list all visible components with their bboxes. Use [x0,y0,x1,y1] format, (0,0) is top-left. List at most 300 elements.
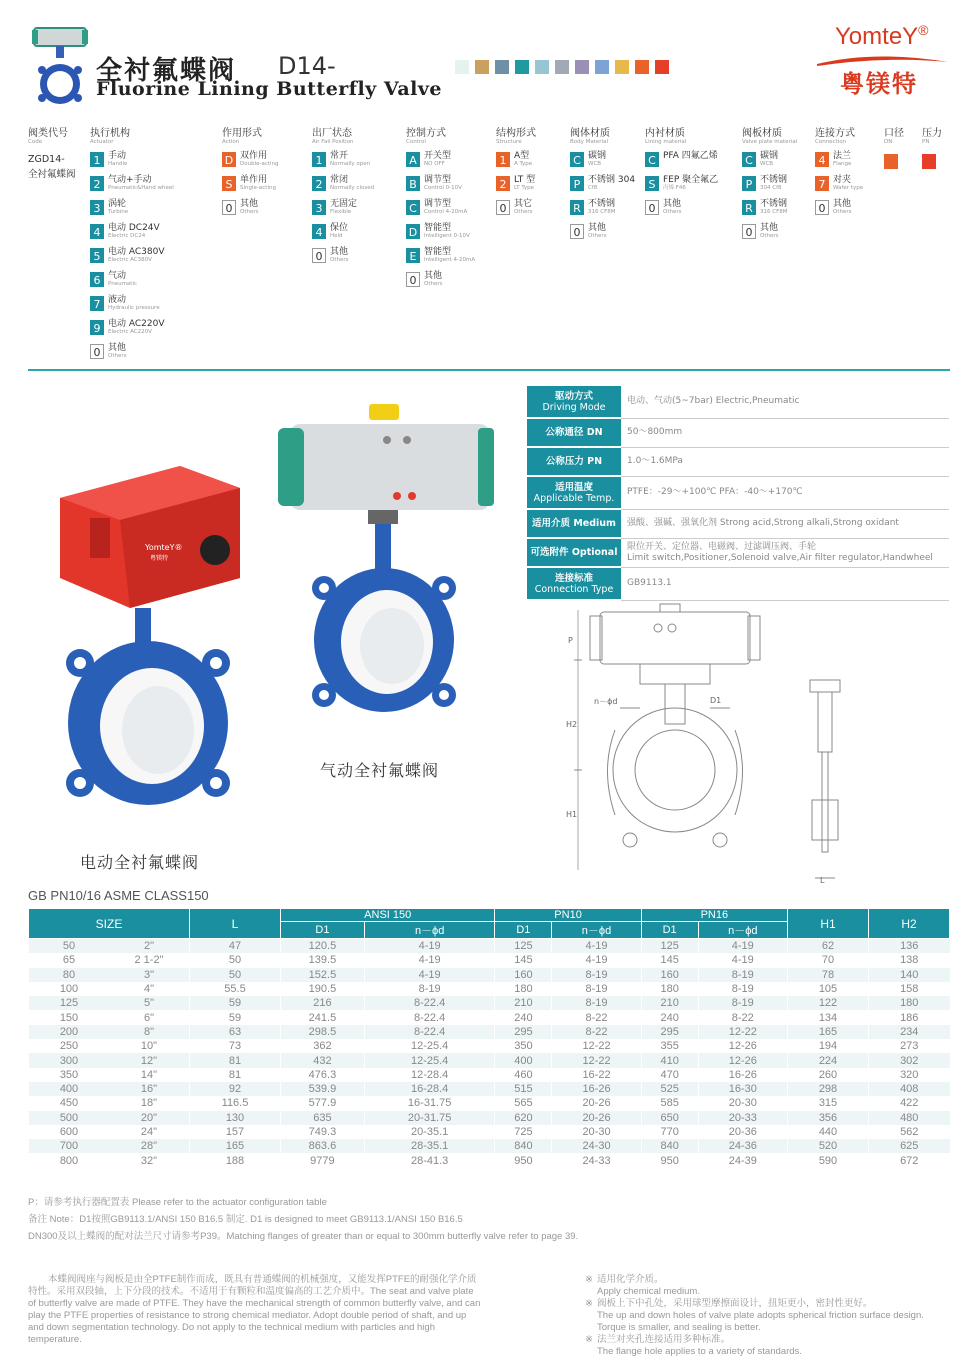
code-option-box: 2 [312,176,326,191]
col-pn10-nd: n－ϕd [552,922,641,939]
table-row [29,1053,950,1067]
table-cell: 180 [495,982,552,996]
table-row [29,939,950,954]
code-column-header [742,128,797,146]
code-option-label: 无固定 [330,199,358,209]
code-column-header [570,128,635,146]
dim-h2-label: H2 [566,720,578,729]
table-row [29,1096,950,1110]
code-column-title-en: Body Material [570,139,608,145]
feature-text-cn: 适用化学介质。 [597,1274,664,1285]
note-line: P：请参考执行器配置表 Please refer to the actuator configuration table [28,1197,327,1208]
code-option [570,176,635,194]
table-cell: 125 [641,939,698,954]
code-option [90,176,174,194]
col-h2: H2 [869,909,950,939]
code-column-title-en: Connection [815,139,847,145]
size-inch: 10" [140,1040,158,1053]
size-cell [29,1111,190,1125]
table-cell: 165 [190,1139,281,1153]
note-line: 备注 Note：D1按照GB9113.1/ANSI 150 B16.5 制定. D1 is designed to meet GB9113.1/ANSI 150 B16.5 [28,1214,463,1225]
spec-key [527,476,621,509]
table-cell: 273 [869,1039,950,1053]
size-dn: 300 [59,1054,79,1067]
description-left: 本蝶阀阀座与阀板是由全PTFE制作而成，既具有普通蝶阀的机械强度，又能发挥PTFE的耐强化学介质特性。采用双段轴，上下分段的技术。不适用于有颗粒和温度偏高的工艺介质中。The seat and valve plate of butterfly valve are made of PTFE. They have the mechanical strength of common butterfly valve, and can play the PTFE properties of resistance to strong chemical mediator. Adopt double period of shaft, and up and down segmentation technology. Do not apply to the technical medium with particles and high temperature. [28,1274,481,1345]
spec-value [621,447,949,476]
table-cell: 136 [869,939,950,954]
code-option [815,152,863,170]
col-pn16-nd: n－ϕd [698,922,787,939]
size-inch: 24" [140,1126,158,1138]
table-cell: 476.3 [281,1068,365,1082]
col-pn10-d1: D1 [495,922,552,939]
size-cell [29,953,190,967]
spec-key-en: Applicable Temp. [533,492,615,504]
code-option-label-en: Wafer type [833,185,864,191]
table-cell: 234 [869,1025,950,1039]
col-size: SIZE [29,909,190,939]
table-cell: 8-19 [698,968,787,982]
table-cell: 59 [190,996,281,1010]
code-option-label: 电动 AC220V [108,319,165,329]
code-option-box: 7 [815,176,829,191]
dim-h1-label: H1 [566,810,578,819]
code-option-label-en: Normally open [330,161,371,167]
code-option-box: 0 [742,224,756,239]
table-cell: 4-19 [552,953,641,967]
code-option-label: 常闭 [330,175,349,185]
table-cell: 356 [788,1111,869,1125]
code-option [312,176,374,194]
code-option-label: A型 [514,151,530,161]
color-swatch [575,60,589,74]
table-cell: 16-26 [698,1068,787,1082]
size-cell [29,1125,190,1139]
spec-key [527,509,621,538]
code-option-label-en: Others [833,209,852,215]
table-cell: 20-26 [552,1111,641,1125]
table-cell: 863.6 [281,1139,365,1153]
size-cell [29,996,190,1010]
code-option [570,152,635,170]
code-column-title: 阀体材质 [570,128,610,139]
table-cell: 625 [869,1139,950,1153]
code-option-box: 0 [815,200,829,215]
code-option-label-en: Control 4-20mA [424,209,468,215]
table-cell: 50 [190,953,281,967]
code-column [28,128,76,180]
table-cell: 47 [190,939,281,954]
table-cell: 55.5 [190,982,281,996]
table-cell: 440 [788,1125,869,1139]
table-cell: 120.5 [281,939,365,954]
code-option-label-en: Electric AC380V [108,257,152,263]
code-column-title-en: Valve plate material [742,139,798,145]
code-option-label: 不锈钢 [588,199,616,209]
code-option-label-en: LT Type [514,185,535,191]
table-cell: 298.5 [281,1025,365,1039]
electric-valve-caption: 电动全衬氟蝶阀 [80,853,200,872]
table-cell: 950 [495,1153,552,1167]
size-dn: 65 [62,954,76,967]
table-cell: 480 [869,1111,950,1125]
pneumatic-valve-image [272,400,497,750]
code-blank-box [884,154,898,169]
table-cell: 28-41.3 [364,1153,495,1167]
color-swatch [555,60,569,74]
table-cell: 180 [869,996,950,1010]
size-cell [29,1010,190,1024]
col-ansi-nd: n－ϕd [364,922,495,939]
color-swatch [615,60,629,74]
table-cell: 116.5 [190,1096,281,1110]
code-option-label: 碳钢 [588,151,607,161]
table-cell: 298 [788,1082,869,1096]
table-cell: 525 [641,1082,698,1096]
table-cell: 16-22 [552,1068,641,1082]
color-swatch [655,60,669,74]
code-option-label-en: Electric DC24 [108,233,146,239]
table-row [29,1082,950,1096]
size-inch: 6" [143,1011,155,1024]
code-option [312,224,374,242]
table-cell: 840 [641,1139,698,1153]
code-column-header [815,128,863,146]
code-option-label: 法兰 [833,151,852,161]
table-cell: 620 [495,1111,552,1125]
code-column-title-en: Air Fail Position [312,139,354,145]
col-pn16: PN16 [641,909,787,922]
table-cell: 350 [495,1039,552,1053]
code-option-label-en: Held [330,233,343,239]
table-cell: 650 [641,1111,698,1125]
size-cell [29,968,190,982]
table-cell: 520 [788,1139,869,1153]
table-cell: 8-22 [698,1010,787,1024]
table-cell: 210 [495,996,552,1010]
spec-value [621,567,949,600]
col-pn16-d1: D1 [641,922,698,939]
code-column-header [90,128,174,146]
code-option-box: 7 [90,296,104,311]
code-column-header [28,128,76,146]
code-column-title-en: Code [28,139,43,145]
table-cell: 24-30 [552,1139,641,1153]
table-cell: 400 [495,1053,552,1067]
size-cell [29,1082,190,1096]
table-cell: 8-19 [364,982,495,996]
code-option [742,176,797,194]
table-cell: 81 [190,1053,281,1067]
code-option-box: C [406,200,420,215]
code-option-label-en: Electric AC220V [108,329,152,335]
code-prefix: ZGD14- [28,154,65,165]
code-option-box: 0 [645,200,659,215]
table-cell: 24-39 [698,1153,787,1167]
table-cell: 9779 [281,1153,365,1167]
code-option [742,224,797,242]
notes [28,1194,578,1245]
col-ansi-d1: D1 [281,922,365,939]
table-row [29,1010,950,1024]
code-option-label-en: Intelligent 0-10V [424,233,470,239]
code-option-label: PFA 四氟乙烯 [663,151,718,161]
code-column [815,128,863,218]
brand-logo-cn: 粤镁特 [840,70,918,98]
size-inch: 5" [143,997,155,1010]
size-cell [29,1068,190,1082]
size-inch: 8" [143,1025,155,1038]
spec-key-cn: 可选附件 Optional [530,547,618,558]
table-row [29,1039,950,1053]
table-cell: 240 [641,1010,698,1024]
size-dn: 800 [59,1154,79,1167]
code-option-box: 0 [312,248,326,263]
table-cell: 432 [281,1053,365,1067]
code-option-label-en: WCB [760,161,774,167]
size-inch: 4" [143,983,155,996]
table-cell: 16-31.75 [364,1096,495,1110]
table-cell: 749.3 [281,1125,365,1139]
code-option-box: R [742,200,756,215]
table-cell: 216 [281,996,365,1010]
code-option-box: 1 [90,152,104,167]
code-column [312,128,374,266]
size-inch: 2" [143,940,155,953]
code-option-label: 液动 [108,295,127,305]
code-option [645,176,718,194]
dim-p-label: P [568,636,573,645]
code-option-box: P [570,176,584,191]
spec-key [527,447,621,476]
code-column [922,128,942,169]
code-option-box: R [570,200,584,215]
code-option-label: 其他 [663,199,682,209]
spec-value [621,386,949,418]
table-cell: 8-19 [698,996,787,1010]
table-cell: 4-19 [364,939,495,954]
code-option-label: 气动+手动 [108,175,152,185]
table-row [29,996,950,1010]
table-cell: 224 [788,1053,869,1067]
code-option [312,152,374,170]
bullet-mark: ※ [585,1334,593,1345]
size-cell [29,1139,190,1153]
code-option-label: 其他 [833,199,852,209]
code-option-label: 其它 [514,199,533,209]
table-row [29,1068,950,1082]
table-row [29,1153,950,1167]
spec-row [527,567,949,600]
code-option-box: 4 [90,224,104,239]
size-inch: 32" [140,1154,158,1167]
code-option-box: 0 [570,224,584,239]
spec-value-line: 50～800mm [627,427,683,437]
table-cell: 81 [190,1068,281,1082]
code-option-label-en: Others [108,353,127,359]
model-code: D14- [278,52,336,80]
code-option [222,152,279,170]
table-cell: 24-36 [698,1139,787,1153]
code-option-label-en: Intelligent 4-20mA [424,257,476,263]
code-option-box: 0 [496,200,510,215]
table-cell: 460 [495,1068,552,1082]
table-cell: 105 [788,982,869,996]
table-cell: 122 [788,996,869,1010]
code-option-label: 保位 [330,223,349,233]
dim-nd-label: n－ϕd [594,697,618,706]
table-cell: 577.9 [281,1096,365,1110]
table-cell: 20-36 [698,1125,787,1139]
code-option [90,320,174,338]
code-option-box: A [406,152,420,167]
table-cell: 8-19 [698,982,787,996]
table-cell: 408 [869,1082,950,1096]
feature-text-en: Apply chemical medium. [597,1286,700,1297]
code-option-box: S [645,176,659,191]
table-cell: 139.5 [281,953,365,967]
table-cell: 241.5 [281,1010,365,1024]
code-option [815,176,863,194]
code-option-label-en: Others [760,233,779,239]
code-option [496,200,536,218]
table-cell: 770 [641,1125,698,1139]
code-option-label: 不锈钢 304 [588,175,636,185]
table-cell: 240 [495,1010,552,1024]
code-option-box: D [406,224,420,239]
table-cell: 59 [190,1010,281,1024]
table-cell: 302 [869,1053,950,1067]
table-cell: 12-26 [698,1053,787,1067]
code-option [312,200,374,218]
code-option-label-en: 316 CF8M [588,209,616,215]
code-option-label-en: Single-acting [240,185,276,191]
code-option [90,200,174,218]
code-option-label: 其他 [424,271,443,281]
table-cell: 585 [641,1096,698,1110]
code-option-label: 双作用 [240,151,268,161]
table-cell: 470 [641,1068,698,1082]
table-cell: 158 [869,982,950,996]
size-dn: 700 [59,1140,79,1153]
table-cell: 63 [190,1025,281,1039]
table-cell: 355 [641,1039,698,1053]
size-inch: 20" [140,1111,158,1124]
table-row [29,968,950,982]
size-dn: 125 [59,997,79,1010]
table-cell: 12-28.4 [364,1068,495,1082]
table-cell: 134 [788,1010,869,1024]
size-inch: 18" [140,1097,158,1110]
code-option-label-en: Turbine [108,209,129,215]
size-dn: 450 [59,1097,79,1110]
code-column [90,128,174,362]
table-cell: 70 [788,953,869,967]
table-cell: 152.5 [281,968,365,982]
table-cell: 190.5 [281,982,365,996]
size-cell [29,1096,190,1110]
table-cell: 295 [641,1025,698,1039]
table-cell: 157 [190,1125,281,1139]
electric-actuator-logo-cn: 粤镁特 [150,555,169,562]
table-row [29,953,950,967]
spec-value-line: 强酸、强碱、强氧化剂 Strong acid,Strong alkali,Strong oxidant [627,518,899,528]
dim-d1-label: D1 [710,696,722,705]
code-option-label-en: Normally closed [330,185,375,191]
code-option-label-en: Others [424,281,443,287]
code-option-label: 电动 AC380V [108,247,165,257]
table-cell: 539.9 [281,1082,365,1096]
code-option [645,200,718,218]
spec-key-cn: 公称通径 DN [545,427,603,438]
code-column-title: 出厂状态 [312,128,352,139]
col-h1: H1 [788,909,869,939]
code-option-label: 电动 DC24V [108,223,160,233]
code-option-label: 其他 [108,343,127,353]
color-swatch [455,60,469,74]
table-cell: 840 [495,1139,552,1153]
col-pn10: PN10 [495,909,641,922]
code-option [570,224,635,242]
code-column-title: 内衬材质 [645,128,685,139]
code-column-title: 阀板材质 [742,128,782,139]
code-column-title: 口径 [884,128,904,139]
size-inch: 3" [143,968,155,981]
table-cell: 186 [869,1010,950,1024]
code-option-label: 手动 [108,151,127,161]
code-option [815,200,863,218]
table-cell: 362 [281,1039,365,1053]
code-option-label: 碳钢 [760,151,779,161]
spec-value-line: GB9113.1 [627,578,672,588]
table-cell: 4-19 [552,939,641,954]
col-l: L [190,909,281,939]
table-cell: 130 [190,1111,281,1125]
table-cell: 410 [641,1053,698,1067]
size-inch: 14" [140,1068,158,1081]
code-column-header [312,128,374,146]
page-title-cn: 全衬氟蝶阀 [96,56,237,86]
spec-key-en: Driving Mode [542,401,606,413]
spec-row [527,447,949,476]
code-option-box: 3 [90,200,104,215]
table-cell: 20-35.1 [364,1125,495,1139]
spec-key-cn: 适用介质 Medium [532,518,616,529]
section-divider [28,369,950,371]
feature-bullet [585,1298,955,1334]
code-option [90,248,174,266]
table-cell: 12-25.4 [364,1053,495,1067]
code-column-title-en: Actuator [90,139,114,145]
bullet-mark: ※ [585,1298,593,1309]
code-option [742,200,797,218]
code-option [496,152,536,170]
size-dn: 100 [59,983,79,996]
code-option-label: 不锈钢 [760,199,788,209]
code-option-label-en: Others [663,209,682,215]
code-option-box: 0 [222,200,236,215]
size-dn: 200 [59,1025,79,1038]
code-column-title: 结构形式 [496,128,536,139]
table-cell: 160 [641,968,698,982]
code-option-label-en: Control 0-10V [424,185,462,191]
table-cell: 320 [869,1068,950,1082]
spec-key-cn: 驱动方式 [554,390,593,402]
table-cell: 180 [641,982,698,996]
code-option [222,176,279,194]
table-cell: 12-22 [552,1053,641,1067]
table-cell: 62 [788,939,869,954]
